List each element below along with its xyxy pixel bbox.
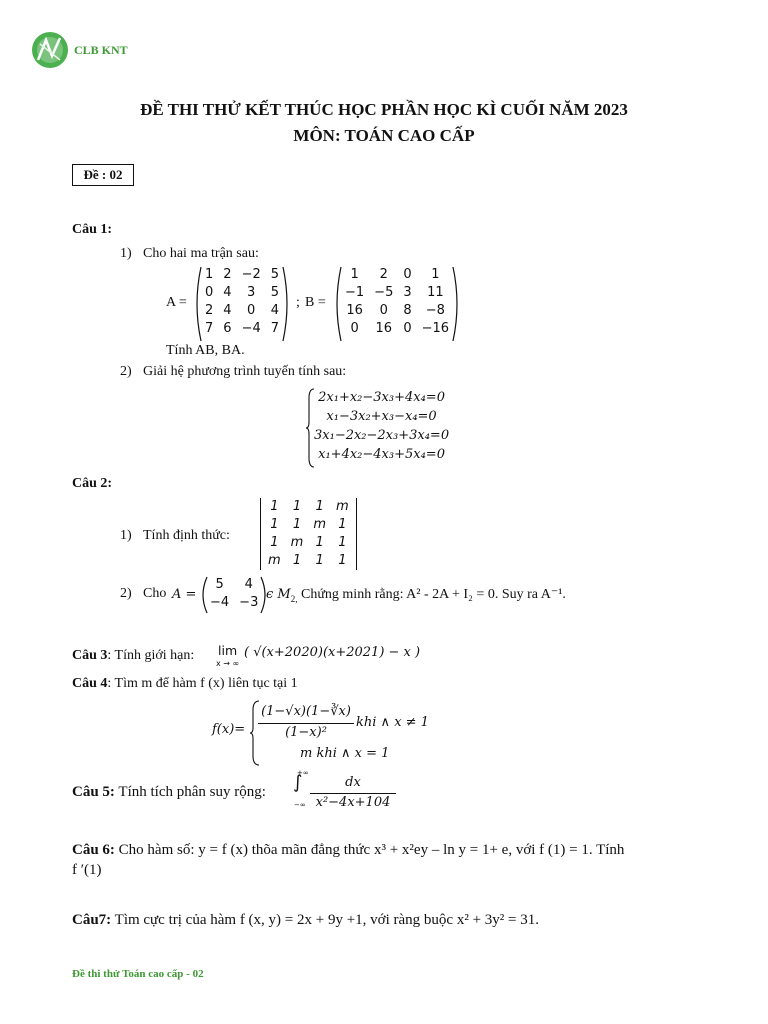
matrix-separator: ; [296, 295, 300, 310]
matrix-a-cell: 5 [270, 285, 280, 300]
right-paren-icon [452, 266, 462, 342]
left-paren-icon [192, 266, 202, 342]
determinant [260, 498, 357, 570]
system-eq-3: 3x₁−2x₂−2x₃+3x₄=0 [314, 428, 450, 443]
determinant-row [263, 552, 354, 570]
club-logo-icon [30, 30, 70, 70]
matrix-a-cell: 5 [270, 267, 280, 282]
matrix-b-cell: 3 [403, 285, 412, 300]
matrix-a-cell: 0 [205, 285, 214, 300]
matrix-b-cell: 0 [403, 321, 412, 336]
q2-matrix-cell: −4 [210, 595, 230, 610]
q2-part2-prefix: Cho [143, 586, 167, 601]
q2-matrix-label: A = [172, 587, 197, 602]
system-eq-1: 2x₁+x₂−3x₃+4x₄=0 [318, 390, 445, 405]
q5-denominator: x²−4x+104 [315, 795, 391, 810]
q4-case2: m khi ∧ x = 1 [300, 746, 390, 761]
q4-fraction-bar [258, 723, 354, 724]
left-paren-icon [198, 576, 208, 614]
q4-denominator: (1−x)² [285, 725, 327, 740]
q5-lower-bound: −∞ [294, 801, 306, 809]
q2-matrix-cell: −3 [239, 595, 259, 610]
q2-matrix [198, 576, 270, 612]
exam-code-box: Đề : 02 [72, 164, 134, 186]
q1-part2-text: Giải hệ phương trình tuyến tính sau: [143, 364, 347, 379]
q2-matrix-cell: 4 [244, 577, 253, 592]
matrix-a-cell: 2 [205, 303, 214, 318]
determinant-cell: 1 [292, 499, 302, 514]
matrix-a-cell: 0 [247, 303, 256, 318]
matrix-b-table [340, 266, 454, 338]
matrix-b-cell: 16 [346, 303, 363, 318]
matrix-a-cell: 2 [223, 267, 232, 282]
determinant-cell: m [290, 535, 304, 550]
determinant-cell: 1 [270, 517, 279, 532]
matrix-b-cell: 11 [427, 285, 444, 300]
matrix-b-row [340, 320, 454, 338]
q3-expression: ( √(x+2020)(x+2021) − x ) [244, 645, 421, 660]
matrix-a [192, 266, 292, 338]
right-paren-icon [282, 266, 292, 342]
q2-label: Câu 2: [72, 476, 113, 491]
matrix-b-cell: 2 [379, 267, 388, 282]
q1-part1-number: 1) [120, 246, 132, 261]
matrix-b-cell: −8 [425, 303, 445, 318]
matrix-b [332, 266, 462, 338]
q2-matrix-row [205, 576, 263, 594]
matrix-b-cell: 16 [375, 321, 393, 336]
matrix-b-cell: −16 [421, 321, 450, 336]
q1-label: Câu 1: [72, 222, 113, 237]
matrix-a-cell: 4 [223, 285, 232, 300]
q7-line: Câu7: Tìm cực trị của hàm f (x, y) = 2x + 9y +1, với ràng buộc x² + 3y² = 31. [72, 912, 540, 928]
determinant-cell: 1 [292, 517, 302, 532]
matrix-b-cell: 8 [403, 303, 412, 318]
matrix-a-cell: 1 [205, 267, 214, 282]
q5-line: Câu 5: Tính tích phân suy rộng: [72, 784, 266, 800]
subject-title: MÔN: TOÁN CAO CẤP [293, 126, 475, 145]
matrix-a-cell: 4 [270, 303, 280, 318]
system-eq-4: x₁+4x₂−4x₃+5x₄=0 [318, 447, 445, 462]
determinant-cell: 1 [292, 553, 302, 568]
matrix-b-cell: 0 [403, 267, 412, 282]
q3-line: Câu 3: Tính giới hạn: [72, 648, 195, 663]
linear-system [306, 388, 449, 464]
determinant-cell: 1 [338, 553, 347, 568]
determinant-cell: 1 [315, 535, 324, 550]
matrix-b-cell: 0 [379, 303, 388, 318]
determinant-cell: m [336, 499, 349, 514]
matrix-a-cell: 7 [205, 321, 214, 336]
determinant-cell: 1 [338, 535, 347, 550]
matrix-a-row [200, 320, 284, 338]
matrix-a-label: A = [166, 295, 187, 310]
determinant-cell: m [268, 553, 281, 568]
q5-fraction-bar [310, 793, 396, 794]
matrix-b-cell: 1 [350, 267, 359, 282]
q1-part1-task: Tính AB, BA. [166, 343, 245, 358]
exam-title: ĐỀ THI THỬ KẾT THÚC HỌC PHẦN HỌC KÌ CUỐI NĂM 2023 [140, 100, 628, 119]
determinant-row [263, 498, 354, 516]
determinant-table [263, 498, 354, 570]
q2-part1-number: 1) [120, 528, 132, 543]
matrix-a-row [200, 302, 284, 320]
matrix-b-label: B = [305, 295, 326, 310]
q4-case1-condition: khi ∧ x ≠ 1 [356, 715, 429, 730]
matrix-a-cell: 3 [247, 285, 256, 300]
determinant-cell: 1 [315, 499, 324, 514]
q1-part1-text: Cho hai ma trận sau: [143, 246, 259, 261]
left-brace-icon [306, 388, 316, 468]
q2-part2-number: 2) [120, 586, 132, 601]
q2-part1-text: Tính định thức: [143, 528, 230, 543]
q5-upper-bound: +∞ [297, 769, 309, 777]
integral-sign-icon: ∫ [293, 772, 303, 793]
left-paren-icon [332, 266, 342, 342]
q1-part2-number: 2) [120, 364, 132, 379]
matrix-a-table [200, 266, 284, 338]
q2-part2-text: ϵ $M_{2,}$ Chứng minh rằng: A² - 2A + I₂ = 0. Suy ra A⁻¹. [266, 587, 566, 604]
matrix-b-cell: −5 [374, 285, 394, 300]
q2-matrix-cell: 5 [215, 577, 224, 592]
q3-lim-sub: x → ∞ [216, 659, 240, 668]
q4-line: Câu 4: Tìm m để hàm f (x) liên tục tại 1 [72, 676, 298, 691]
determinant-cell: m [313, 517, 327, 532]
q2-matrix-table [205, 576, 263, 612]
matrix-a-cell: −2 [241, 267, 261, 282]
matrix-b-row [340, 284, 454, 302]
matrix-b-cell: 1 [431, 267, 440, 282]
q4-numerator: (1−√x)(1−∛x) [261, 704, 351, 719]
q6-line2: f ′(1) [72, 862, 102, 878]
q5-numerator: dx [345, 775, 361, 790]
determinant-cell: 1 [338, 517, 347, 532]
matrix-a-cell: 6 [223, 321, 232, 336]
system-eq-2: x₁−3x₂+x₃−x₄=0 [326, 409, 437, 424]
determinant-row [263, 516, 354, 534]
matrix-b-cell: 0 [350, 321, 359, 336]
matrix-b-cell: −1 [345, 285, 365, 300]
matrix-a-row [200, 284, 284, 302]
matrix-a-cell: 4 [223, 303, 232, 318]
page-footer: Đề thi thử Toán cao cấp - 02 [72, 968, 204, 980]
q4-f-label: f(x)= [212, 722, 246, 737]
determinant-cell: 1 [315, 553, 324, 568]
matrix-a-row [200, 266, 284, 284]
determinant-cell: 1 [270, 535, 279, 550]
matrix-a-cell: 7 [270, 321, 280, 336]
club-name: CLB KNT [74, 43, 128, 57]
matrix-b-row [340, 266, 454, 284]
determinant-row [263, 534, 354, 552]
matrix-b-row [340, 302, 454, 320]
q6-line: Câu 6: Cho hàm số: y = f (x) thõa mãn đẳng thức x³ + x²ey – ln y = 1+ e, với f (1) = 1. Tính [72, 842, 625, 858]
q3-lim: lim [218, 643, 238, 658]
matrix-a-cell: −4 [241, 321, 261, 336]
determinant-cell: 1 [270, 499, 279, 514]
q2-matrix-row [205, 594, 263, 612]
